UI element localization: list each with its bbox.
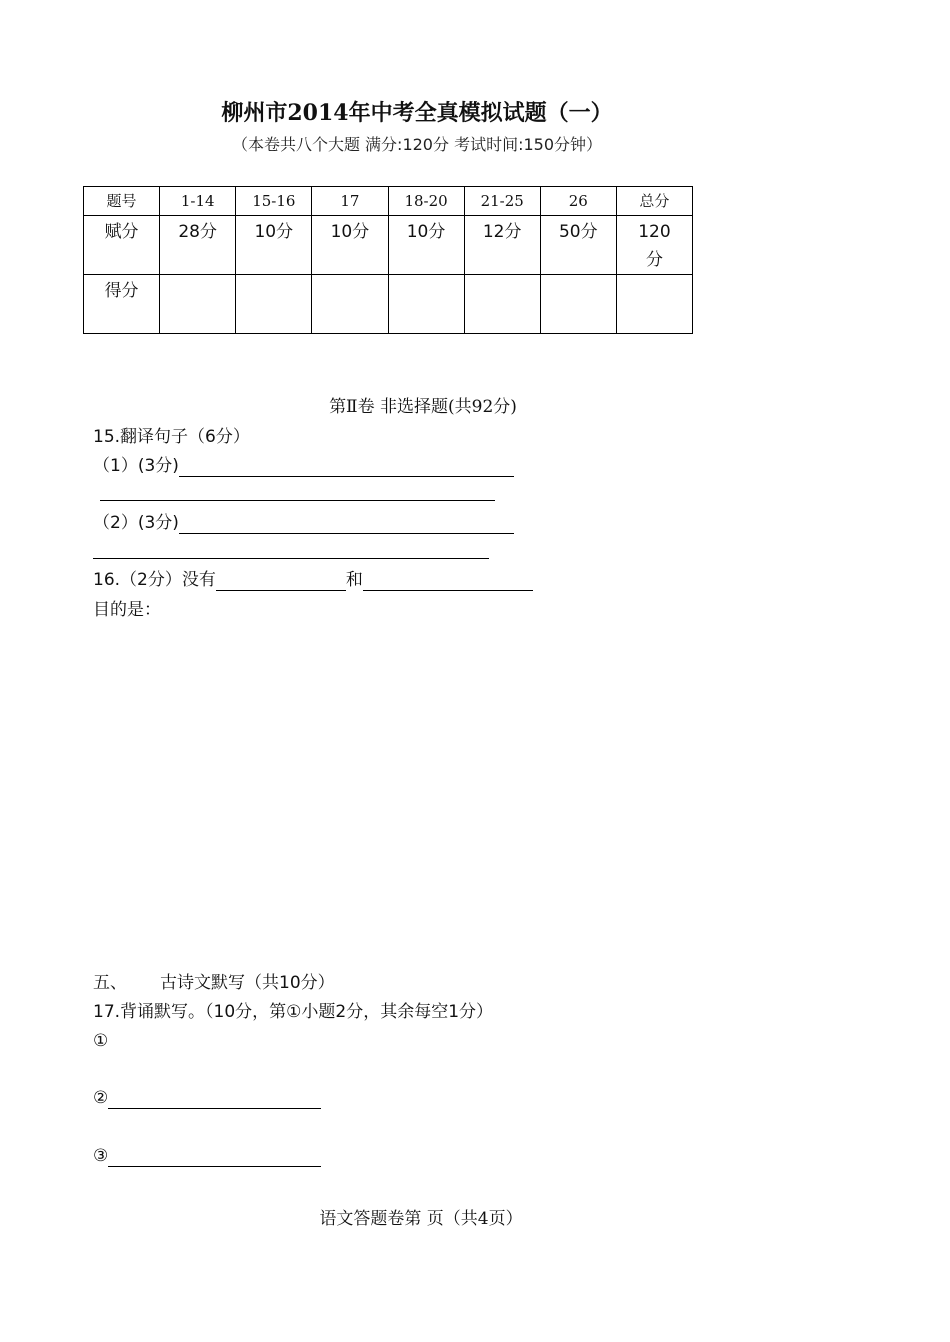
table-cell: 得分 [84,275,160,334]
q17-item2-marker: ② [93,1088,109,1108]
table-cell: 10分 [388,216,464,275]
table-cell: 17 [312,187,388,216]
q16-purpose: 目的是： [93,600,161,620]
table-cell: 1-14 [160,187,236,216]
q16-middle: 和 [345,570,363,590]
score-entry-cell[interactable] [312,275,388,334]
answer-blank[interactable] [100,500,495,501]
table-cell: 10分 [312,216,388,275]
score-entry-cell[interactable] [160,275,236,334]
score-entry-cell[interactable] [236,275,312,334]
page-subtitle: （本卷共八个大题 满分:120分 考试时间:150分钟） [231,135,603,154]
table-cell: 10分 [236,216,312,275]
section5-title: 古诗文默写（共10分） [160,973,335,993]
q17-item3-marker: ③ [93,1146,109,1166]
score-table-points-row [84,216,693,275]
answer-blank[interactable] [363,572,533,591]
score-table [83,186,693,334]
q15-sub1-label: （1）(3分) [93,456,179,476]
table-cell: 12分 [464,216,540,275]
answer-blank[interactable] [179,458,514,477]
answer-blank[interactable] [108,1148,321,1167]
q15-sub2 [93,512,514,534]
q16-prefix: 16.（2分）没有 [93,570,216,590]
q17-item1: ① [93,1031,109,1051]
table-cell: 赋分 [84,216,160,275]
q17-title: 17.背诵默写。（10分，第①小题2分，其余每空1分） [93,1002,494,1022]
table-cell: 18-20 [388,187,464,216]
q15-sub2-label: （2）(3分) [93,513,179,533]
table-cell: 28分 [160,216,236,275]
score-entry-cell[interactable] [540,275,616,334]
table-cell: 26 [540,187,616,216]
page-title: 柳州市2014年中考全真模拟试题（一） [221,100,613,126]
table-cell: 50分 [540,216,616,275]
answer-blank[interactable] [216,572,346,591]
answer-blank[interactable] [179,515,514,534]
q15-title: 15.翻译句子（6分） [93,427,250,447]
table-cell: 15-16 [236,187,312,216]
score-entry-cell[interactable] [388,275,464,334]
table-cell: 题号 [84,187,160,216]
q15-sub1 [93,455,514,477]
score-entry-cell[interactable] [464,275,540,334]
q17-item3 [93,1145,321,1167]
part2-heading: 第Ⅱ卷 非选择题(共92分) [329,397,517,417]
section5-number: 五、 [93,973,127,993]
table-cell: 120分 [616,216,692,275]
page-footer: 语文答题卷第 页（共4页） [319,1209,523,1229]
score-entry-cell[interactable] [616,275,692,334]
answer-blank[interactable] [93,558,489,559]
score-table-header-row [84,187,693,216]
table-cell: 21-25 [464,187,540,216]
score-table-score-row [84,275,693,334]
table-cell: 总分 [616,187,692,216]
answer-blank[interactable] [108,1090,321,1109]
q17-item2 [93,1087,321,1109]
q16-line [93,569,533,591]
